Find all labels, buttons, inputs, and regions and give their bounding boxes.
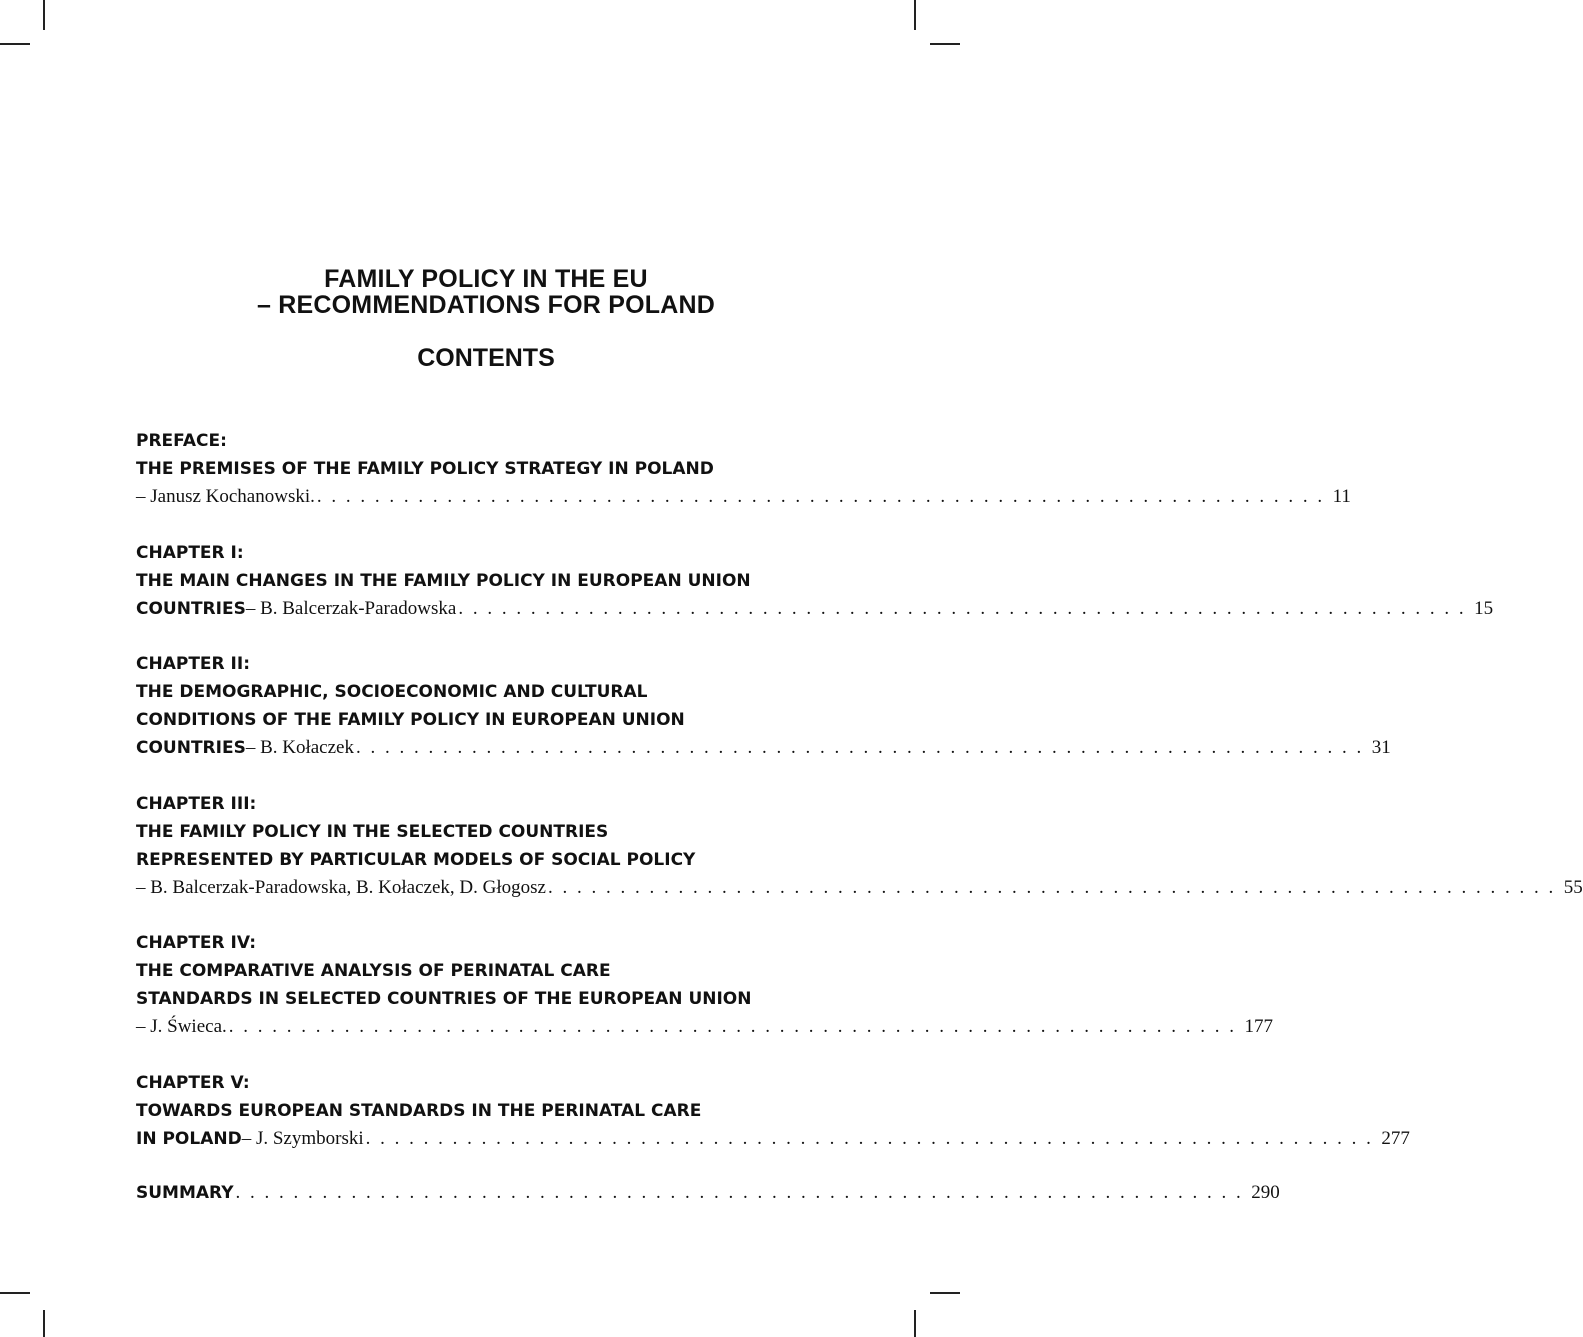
page-number: 290: [1251, 1182, 1280, 1203]
dot-leader: . . . . . . . . . . . . . . . . . . . . . . . . . . . . . . . . . . . . . . . . . . . . . . . . . . . . . . . . . . . . . . . . . . . . . .: [458, 598, 1467, 619]
chapter3-title-line1: THE FAMILY POLICY IN THE SELECTED COUNTRIES: [136, 822, 609, 842]
crop-mark-top-right-v: [914, 0, 916, 30]
chapter2-title-last: COUNTRIES: [136, 738, 246, 758]
dot-leader: . . . . . . . . . . . . . . . . . . . . . . . . . . . . . . . . . . . . . . . . . . . . . . . . . . . . . . . . . . . . . . . . . . . . . .: [547, 877, 1556, 898]
preface-label: PREFACE:: [136, 431, 227, 451]
crop-mark-bottom-right-v: [914, 1310, 916, 1337]
chapter1-author: – B. Balcerzak-Paradowska: [245, 598, 457, 619]
chapter4-title-line2: STANDARDS IN SELECTED COUNTRIES OF THE EUROPEAN UNION: [136, 989, 752, 1009]
preface-title: THE PREMISES OF THE FAMILY POLICY STRATEGY IN POLAND: [136, 459, 714, 479]
chapter3-entry[interactable]: [136, 874, 1583, 902]
chapter1-title: THE MAIN CHANGES IN THE FAMILY POLICY IN EUROPEAN UNION: [136, 571, 751, 591]
chapter2-author: – B. Kołaczek: [245, 737, 354, 758]
crop-mark-top-left-h: [0, 43, 30, 45]
contents-heading: CONTENTS: [417, 344, 555, 372]
summary-label: SUMMARY: [136, 1183, 234, 1203]
chapter4-author: – J. Świeca.: [136, 1016, 227, 1037]
chapter2-title-line1: THE DEMOGRAPHIC, SOCIOECONOMIC AND CULTURAL: [136, 682, 648, 702]
chapter1-title-last: COUNTRIES: [136, 599, 246, 619]
crop-mark-bottom-right-h: [930, 1292, 960, 1294]
page-number: 177: [1244, 1016, 1274, 1037]
dot-leader: . . . . . . . . . . . . . . . . . . . . . . . . . . . . . . . . . . . . . . . . . . . . . . . . . . . . . . . . . . . . . . . . . . . . . .: [355, 737, 1364, 758]
crop-mark-top-right-h: [930, 43, 960, 45]
dot-leader: . . . . . . . . . . . . . . . . . . . . . . . . . . . . . . . . . . . . . . . . . . . . . . . . . . . . . . . . . . . . . . . . . . . . . .: [235, 1182, 1244, 1203]
book-title-line1: FAMILY POLICY IN THE EU: [324, 265, 648, 293]
crop-mark-top-left-v: [43, 0, 45, 30]
chapter5-title-last: IN POLAND: [136, 1129, 242, 1149]
chapter3-label: CHAPTER III:: [136, 794, 257, 814]
chapter3-author: – B. Balcerzak-Paradowska, B. Kołaczek, D. Głogosz: [136, 877, 546, 898]
chapter5-entry[interactable]: [136, 1125, 1410, 1153]
chapter3-title-line2: REPRESENTED BY PARTICULAR MODELS OF SOCIAL POLICY: [136, 850, 696, 870]
preface-author: – Janusz Kochanowski.: [136, 486, 315, 507]
crop-mark-bottom-left-v: [43, 1310, 45, 1337]
chapter5-label: CHAPTER V:: [136, 1073, 250, 1093]
chapter4-entry[interactable]: [136, 1013, 1274, 1041]
summary-entry[interactable]: [136, 1179, 1280, 1207]
chapter5-author: – J. Szymborski: [241, 1128, 364, 1149]
dot-leader: . . . . . . . . . . . . . . . . . . . . . . . . . . . . . . . . . . . . . . . . . . . . . . . . . . . . . . . . . . . . . . . . . . . . . .: [228, 1016, 1237, 1037]
chapter4-label: CHAPTER IV:: [136, 933, 257, 953]
chapter1-entry[interactable]: [136, 595, 1494, 623]
dot-leader: . . . . . . . . . . . . . . . . . . . . . . . . . . . . . . . . . . . . . . . . . . . . . . . . . . . . . . . . . . . . . . . . . . . . . .: [316, 486, 1325, 507]
book-title-line2: – RECOMMENDATIONS FOR POLAND: [257, 291, 715, 319]
page-number: 11: [1332, 486, 1351, 507]
preface-entry[interactable]: [136, 483, 1351, 511]
crop-mark-bottom-left-h: [0, 1292, 30, 1294]
chapter2-title-line2: CONDITIONS OF THE FAMILY POLICY IN EUROPEAN UNION: [136, 710, 685, 730]
dot-leader: . . . . . . . . . . . . . . . . . . . . . . . . . . . . . . . . . . . . . . . . . . . . . . . . . . . . . . . . . . . . . . . . . . . . . .: [365, 1128, 1374, 1149]
page-number: 15: [1474, 598, 1494, 619]
chapter2-label: CHAPTER II:: [136, 654, 250, 674]
chapter5-title: TOWARDS EUROPEAN STANDARDS IN THE PERINATAL CARE: [136, 1101, 702, 1121]
page-number: 55: [1563, 877, 1583, 898]
page-number: 277: [1381, 1128, 1410, 1149]
chapter2-entry[interactable]: [136, 734, 1391, 762]
chapter4-title-line1: THE COMPARATIVE ANALYSIS OF PERINATAL CARE: [136, 961, 611, 981]
chapter1-label: CHAPTER I:: [136, 543, 244, 563]
page-number: 31: [1371, 737, 1391, 758]
